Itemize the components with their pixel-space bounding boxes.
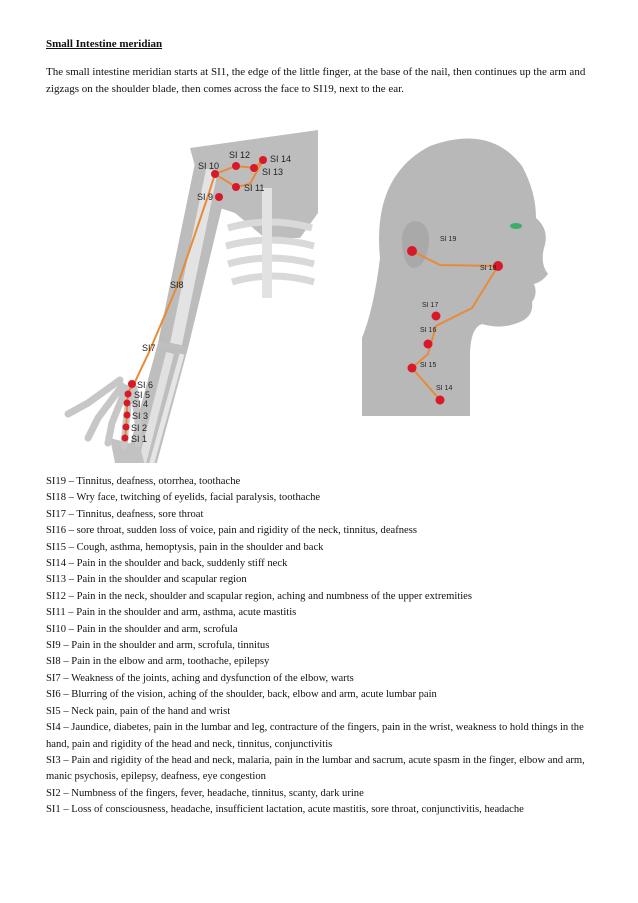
- arm-label-si4: SI 4: [132, 399, 149, 409]
- meridian-figure: [0, 118, 638, 463]
- arm-label-si12: SI 12: [229, 150, 251, 160]
- arm-label-si8: SI8: [170, 280, 184, 290]
- arm-label-si5: SI 5: [134, 390, 151, 400]
- arm-label-si2: SI 2: [131, 423, 148, 433]
- arm-label-si14: SI 14: [270, 154, 292, 164]
- head-label-si14b: SI 14: [436, 385, 453, 392]
- head-point-si19: [407, 246, 417, 256]
- head-point-si14: [436, 396, 445, 405]
- arm-point-si9: [215, 193, 223, 201]
- head-point-si17: [432, 312, 441, 321]
- head-label-si17: SI 17: [422, 302, 439, 309]
- list-item: SI7 – Weakness of the joints, aching and dysfunction of the elbow, warts: [46, 672, 354, 684]
- arm-label-si6: SI 6: [137, 380, 154, 390]
- list-item: SI3 – Pain and rigidity of the head and neck, malaria, pain in the lumbar and sacrum, acute spasm in the finger, elbow and arm, manic psychosis, epilepsy, deafness, eye congestion: [46, 754, 585, 783]
- arm-label-si9: SI 9: [197, 192, 214, 202]
- list-item: SI12 – Pain in the neck, shoulder and scapular region, aching and numbness of the upper extremities: [46, 590, 472, 602]
- list-item: SI10 – Pain in the shoulder and arm, scrofula: [46, 623, 238, 635]
- list-item: SI4 – Jaundice, diabetes, pain in the lumbar and leg, contracture of the fingers, pain in the wrist, weakness to hold things in the hand, pain and rigidity of the head and neck, tinnitus, conjunctivitis: [46, 722, 584, 750]
- arm-point-si13: [250, 164, 258, 172]
- head-point-si16: [424, 340, 433, 349]
- list-item: SI6 – Blurring of the vision, aching of the shoulder, back, elbow and arm, acute lumbar pain: [46, 689, 437, 701]
- arm-point-si4: [124, 400, 131, 407]
- head-label-si15: SI 15: [420, 362, 437, 369]
- arm-point-si10: [211, 170, 219, 178]
- page-title: Small Intestine meridian: [46, 38, 163, 50]
- list-item: SI16 – sore throat, sudden loss of voice, pain and rigidity of the neck, tinnitus, deafness: [46, 525, 418, 537]
- arm-point-si2: [123, 424, 130, 431]
- arm-label-si3: SI 3: [132, 411, 149, 421]
- arm-point-si6: [128, 380, 136, 388]
- arm-label-si13: SI 13: [262, 167, 284, 177]
- list-item: SI9 – Pain in the shoulder and arm, scrofula, tinnitus: [46, 640, 270, 652]
- arm-point-si3: [124, 412, 131, 419]
- list-item: SI13 – Pain in the shoulder and scapular region: [46, 574, 247, 586]
- arm-point-si12: [232, 162, 240, 170]
- list-item: SI2 – Numbness of the fingers, fever, headache, tinnitus, scanty, dark urine: [46, 787, 364, 799]
- intro-paragraph: The small intestine meridian starts at SI1, the edge of the little finger, at the base of the nail, then continues up the arm and zigzags on the shoulder blade, then comes across the face to SI19, next to the ear.: [46, 66, 586, 95]
- arm-label-si11: SI 11: [244, 183, 265, 193]
- list-item: SI17 – Tinnitus, deafness, sore throat: [46, 508, 204, 520]
- arm-point-si1: [122, 435, 129, 442]
- arm-label-si10: SI 10: [198, 161, 220, 171]
- head-label-si19: SI 19: [440, 236, 457, 243]
- arm-label-si7: SI7: [142, 343, 156, 353]
- indications-list: [46, 474, 606, 819]
- list-item: SI11 – Pain in the shoulder and arm, asthma, acute mastitis: [46, 607, 297, 619]
- head-label-si18: SI 18: [480, 265, 497, 272]
- head-label-si16: SI 16: [420, 327, 437, 334]
- list-item: SI5 – Neck pain, pain of the hand and wrist: [46, 705, 231, 717]
- list-item: SI8 – Pain in the elbow and arm, toothache, epilepsy: [46, 656, 270, 668]
- head-illustration: [362, 130, 568, 416]
- head-point-si15: [408, 364, 417, 373]
- arm-label-si1: SI 1: [131, 434, 148, 444]
- arm-point-si11: [232, 183, 240, 191]
- list-item: SI19 – Tinnitus, deafness, otorrhea, toothache: [46, 476, 241, 487]
- list-item: SI1 – Loss of consciousness, headache, insufficient lactation, acute mastitis, sore throat, conjunctivitis, headache: [46, 804, 524, 816]
- arm-point-si14: [259, 156, 267, 164]
- arm-point-si5: [125, 391, 132, 398]
- list-item: SI14 – Pain in the shoulder and back, suddenly stiff neck: [46, 558, 288, 570]
- arm-illustration: [60, 130, 318, 463]
- list-item: SI15 – Cough, asthma, hemoptysis, pain in the shoulder and back: [46, 541, 324, 553]
- list-item: SI18 – Wry face, twitching of eyelids, facial paralysis, toothache: [46, 492, 321, 504]
